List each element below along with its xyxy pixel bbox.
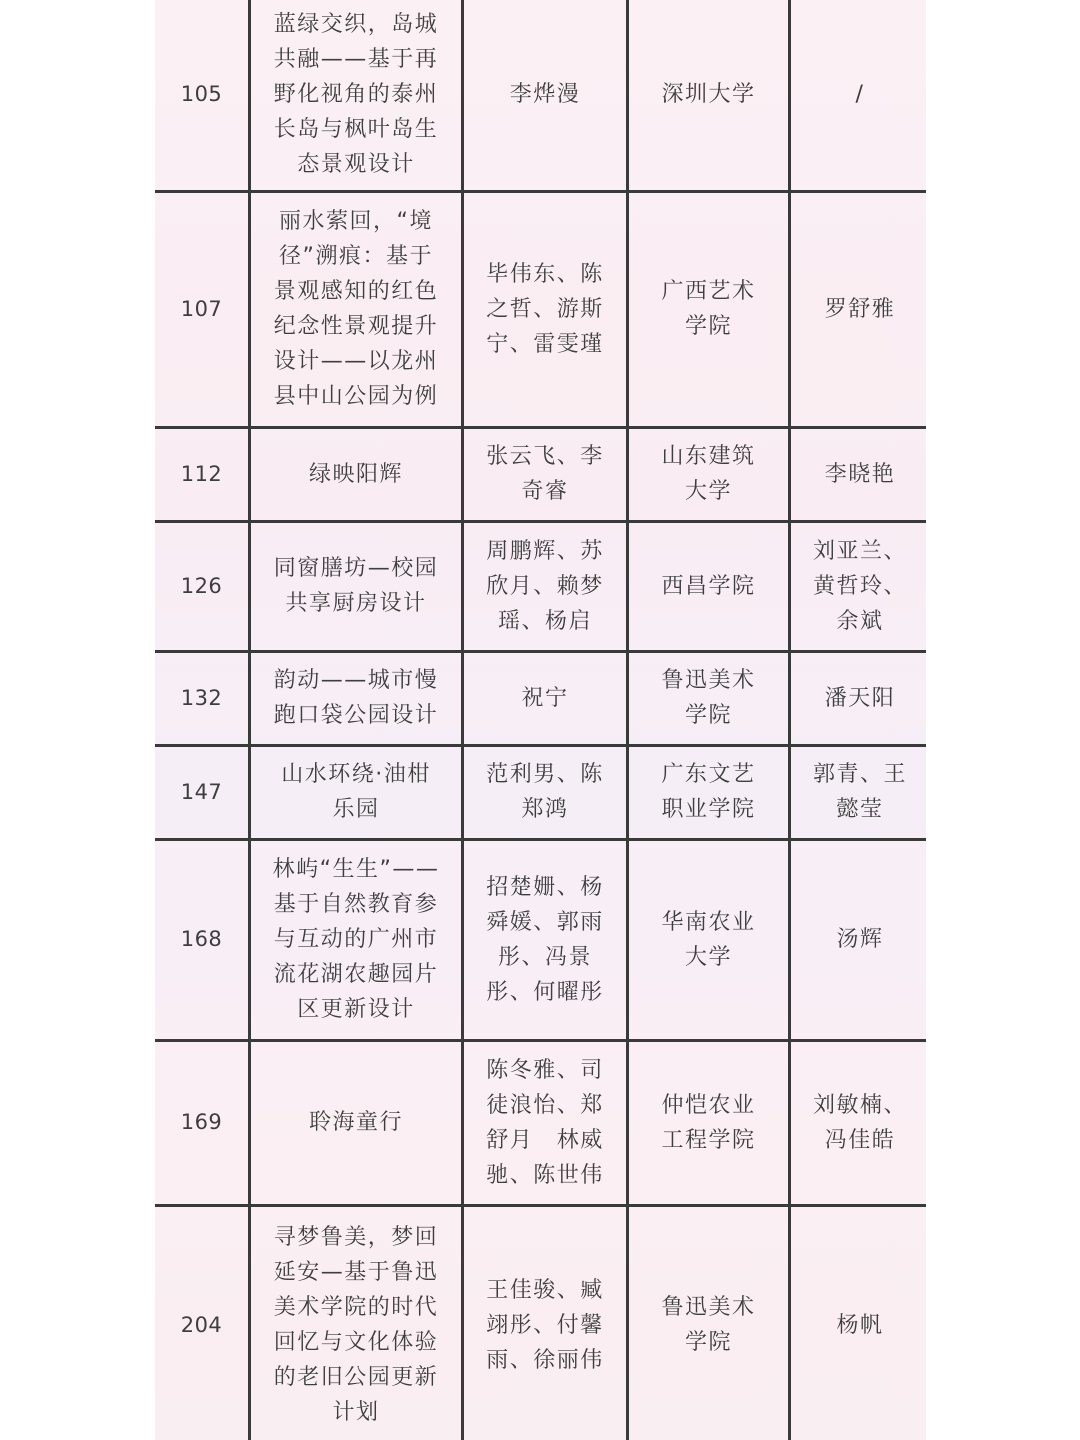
entry-teacher <box>790 427 927 521</box>
table-row <box>155 745 926 839</box>
entry-authors <box>463 745 628 839</box>
entry-title <box>250 1040 463 1205</box>
entry-authors <box>463 191 628 427</box>
entry-school-text: 山东建筑大学 <box>661 444 756 504</box>
entry-teacher <box>790 1205 927 1440</box>
entry-authors <box>463 0 628 191</box>
entry-authors <box>463 427 628 521</box>
entry-school-text: 广西艺术学院 <box>661 279 756 339</box>
entry-school <box>628 1040 790 1205</box>
entry-school <box>628 191 790 427</box>
entry-school-text: 西昌学院 <box>661 573 756 599</box>
entry-teacher <box>790 191 927 427</box>
table-row <box>155 521 926 651</box>
entry-title-text: 丽水萦回，“境径”溯痕：基于景观感知的红色纪念性景观提升设计——以龙州县中山公园为例 <box>273 209 439 409</box>
entry-teacher-text: 刘敏楠、冯佳皓 <box>812 1092 907 1153</box>
entry-title <box>250 521 463 651</box>
entry-teacher <box>790 1040 927 1205</box>
entry-school <box>628 1205 790 1440</box>
entry-title <box>250 745 463 839</box>
entry-authors-text: 范利男、陈郑鸿 <box>486 762 604 822</box>
results-table <box>155 0 926 1440</box>
entry-teacher-text: 潘天阳 <box>824 685 896 711</box>
entry-title <box>250 191 463 427</box>
entry-title-text: 林屿“生生”——基于自然教育参与互动的广州市流花湖农趣园片区更新设计 <box>272 857 440 1022</box>
entry-title <box>250 427 463 521</box>
entry-teacher-text: 李晓艳 <box>824 461 896 487</box>
entry-title <box>250 1205 463 1440</box>
entry-authors <box>463 839 628 1040</box>
entry-authors <box>463 521 628 651</box>
entry-title-text: 绿映阳辉 <box>308 461 403 487</box>
entry-teacher <box>790 521 927 651</box>
entry-title-text: 聆海童行 <box>308 1110 403 1135</box>
table-row <box>155 1040 926 1205</box>
entry-title-text: 蓝绿交织，岛城共融——基于再野化视角的泰州长岛与枫叶岛生态景观设计 <box>273 12 439 178</box>
entry-authors-text: 王佳骏、臧翊彤、付馨雨、徐丽伟 <box>486 1277 604 1373</box>
entry-school-text: 广东文艺职业学院 <box>661 762 756 822</box>
entry-school-text: 华南农业大学 <box>661 909 756 970</box>
entry-id: 147 <box>155 745 250 839</box>
table-row <box>155 651 926 745</box>
table-row <box>155 839 926 1040</box>
entry-teacher <box>790 0 927 191</box>
entry-authors-text: 祝宁 <box>521 685 569 711</box>
entry-teacher-text: / <box>855 82 865 108</box>
entry-id: 168 <box>155 839 250 1040</box>
results-table-container <box>155 0 926 1440</box>
entry-authors-text: 毕伟东、陈之哲、游斯宁、雷雯瑾 <box>486 261 604 357</box>
entry-id: 112 <box>155 427 250 521</box>
entry-teacher <box>790 839 927 1040</box>
entry-id: 169 <box>155 1040 250 1205</box>
entry-school-text: 深圳大学 <box>661 82 756 108</box>
entry-school-text: 鲁迅美术学院 <box>661 668 756 728</box>
entry-school <box>628 839 790 1040</box>
entry-school <box>628 0 790 191</box>
entry-teacher-text: 汤辉 <box>836 927 884 952</box>
entry-authors-text: 张云飞、李奇睿 <box>486 444 604 504</box>
entry-title <box>250 839 463 1040</box>
entry-school <box>628 745 790 839</box>
entry-authors-text: 招楚姗、杨舜媛、郭雨彤、冯景彤、何曜彤 <box>486 874 604 1005</box>
entry-id: 105 <box>155 0 250 191</box>
entry-authors-text: 李烨漫 <box>509 82 581 108</box>
entry-authors <box>463 651 628 745</box>
entry-school <box>628 651 790 745</box>
entry-title <box>250 0 463 191</box>
table-row <box>155 0 926 191</box>
entry-title-text: 韵动——城市慢跑口袋公园设计 <box>273 668 439 728</box>
entry-authors-text: 周鹏辉、苏欣月、赖梦瑶、杨启 <box>486 538 604 634</box>
entry-teacher-text: 刘亚兰、黄哲玲、余斌 <box>812 538 907 634</box>
entry-teacher-text: 郭青、王懿莹 <box>812 762 907 822</box>
entry-teacher-text: 杨帆 <box>836 1312 884 1338</box>
entry-school <box>628 521 790 651</box>
entry-school <box>628 427 790 521</box>
entry-title-text: 同窗膳坊—校园共享厨房设计 <box>273 556 439 616</box>
entry-title-text: 寻梦鲁美，梦回延安—基于鲁迅美术学院的时代回忆与文化体验的老旧公园更新计划 <box>273 1225 439 1425</box>
entry-teacher-text: 罗舒雅 <box>824 296 896 322</box>
table-row <box>155 1205 926 1440</box>
entry-authors <box>463 1040 628 1205</box>
entry-authors-text: 陈冬雅、司徒浪怡、郑舒月 林威驰、陈世伟 <box>486 1057 604 1188</box>
table-row <box>155 427 926 521</box>
entry-authors <box>463 1205 628 1440</box>
table-row <box>155 191 926 427</box>
entry-id: 132 <box>155 651 250 745</box>
entry-school-text: 仲恺农业工程学院 <box>661 1092 756 1153</box>
entry-id: 126 <box>155 521 250 651</box>
entry-school-text: 鲁迅美术学院 <box>661 1295 756 1355</box>
entry-title <box>250 651 463 745</box>
entry-id: 204 <box>155 1205 250 1440</box>
entry-teacher <box>790 745 927 839</box>
entry-title-text: 山水环绕·油柑乐园 <box>281 762 431 822</box>
entry-teacher <box>790 651 927 745</box>
entry-id: 107 <box>155 191 250 427</box>
